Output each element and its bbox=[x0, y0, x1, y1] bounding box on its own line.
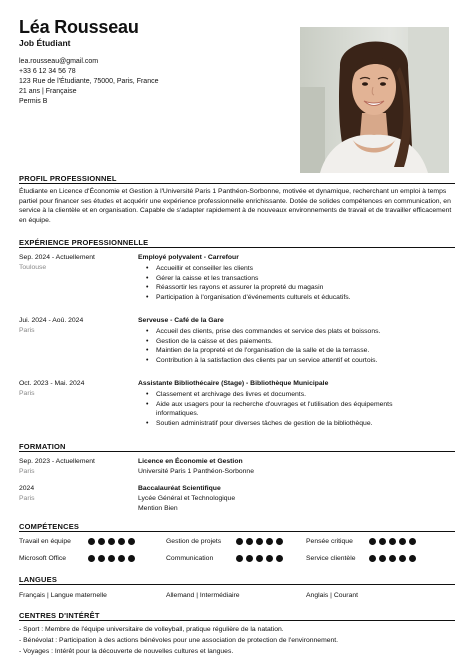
list-item: • Accueillir et conseiller les clients bbox=[156, 264, 456, 274]
experience-3-location: Paris bbox=[19, 390, 35, 397]
rating-dot bbox=[118, 538, 125, 545]
language-2: Allemand | Intermédiaire bbox=[166, 592, 240, 599]
skill-6-label: Service clientèle bbox=[306, 555, 356, 562]
rating-dot bbox=[379, 555, 386, 562]
experience-2-location: Paris bbox=[19, 327, 35, 334]
list-item: informatiques. bbox=[156, 410, 199, 418]
experience-2-bullets bbox=[156, 327, 456, 365]
rating-dot bbox=[128, 555, 135, 562]
skill-4-label: Microsoft Office bbox=[19, 555, 67, 562]
rating-dot bbox=[389, 538, 396, 545]
rating-dot bbox=[88, 555, 95, 562]
candidate-job-title: Job Étudiant bbox=[19, 38, 71, 48]
skill-3-label: Pensée critique bbox=[306, 538, 353, 545]
languages-heading: LANGUES bbox=[19, 575, 58, 584]
experience-1-location: Toulouse bbox=[19, 264, 47, 271]
experience-2-title: Serveuse - Café de la Gare bbox=[138, 317, 224, 324]
education-2-title: Baccalauréat Scientifique bbox=[138, 485, 221, 492]
list-item: • Accueil des clients, prise des commandes et service des plats et boissons. bbox=[156, 327, 456, 337]
contact-age-nationality: 21 ans | Française bbox=[19, 88, 77, 95]
rating-dot bbox=[108, 555, 115, 562]
rating-dot bbox=[256, 555, 263, 562]
list-item: • Aide aux usagers pour la recherche d'ouvrages et l'utilisation des équipements bbox=[156, 400, 456, 410]
list-item: • Maintien de la propreté et de l'organisation de la salle et de la terrasse. bbox=[156, 346, 456, 356]
education-heading: FORMATION bbox=[19, 442, 66, 451]
rating-dot bbox=[236, 555, 243, 562]
profile-heading: PROFIL PROFESSIONNEL bbox=[19, 174, 117, 183]
language-1: Français | Langue maternelle bbox=[19, 592, 107, 599]
rating-dot bbox=[266, 538, 273, 545]
list-item: • Contribution à la satisfaction des clients par un service attentif et courtois. bbox=[156, 356, 456, 366]
rating-dot bbox=[246, 555, 253, 562]
list-item: • Participation à l'organisation d'événements culturels et éducatifs. bbox=[156, 293, 456, 303]
rating-dot bbox=[399, 538, 406, 545]
language-3: Anglais | Courant bbox=[306, 592, 359, 599]
education-1-date: Sep. 2023 - Actuellement bbox=[19, 458, 95, 465]
contact-address: 123 Rue de l'Étudiante, 75000, Paris, France bbox=[19, 78, 159, 85]
skills-heading: COMPÉTENCES bbox=[19, 522, 80, 531]
rating-dot bbox=[409, 555, 416, 562]
skill-1-label: Travail en équipe bbox=[19, 538, 71, 545]
profile-text: Étudiante en Licence d'Économie et Gestion à l'Université Paris 1 Panthéon-Sorbonne, motivée et dynamique, recherchant un emploi à temps partiel pour financer ses études et acquérir une expérience professionnelle enrichissante. Dotée de solides compétences en communication, en service à la clientèle et en organisation. Capable de s'adapter rapidement à de nouveaux environnements de travail et de travailler efficacement en équipe. bbox=[19, 188, 452, 224]
contact-block bbox=[19, 57, 158, 107]
candidate-name: Léa Rousseau bbox=[19, 17, 139, 37]
rating-dot bbox=[88, 538, 95, 545]
rating-dot bbox=[379, 538, 386, 545]
rating-dot bbox=[256, 538, 263, 545]
list-item: • Gérer la caisse et les transactions bbox=[156, 274, 456, 284]
list-item: • Gestion de la caisse et des paiements. bbox=[156, 337, 456, 347]
rating-dot bbox=[108, 538, 115, 545]
rating-dot bbox=[369, 555, 376, 562]
experience-1-bullets bbox=[156, 264, 456, 302]
skill-2-label: Gestion de projets bbox=[166, 538, 222, 545]
rating-dot bbox=[98, 538, 105, 545]
rating-dot bbox=[409, 538, 416, 545]
rating-dot bbox=[246, 538, 253, 545]
skill-1-rating bbox=[88, 538, 135, 545]
contact-license: Permis B bbox=[19, 98, 48, 105]
list-item: • Classement et archivage des livres et documents. bbox=[156, 390, 456, 400]
education-1-title: Licence en Économie et Gestion bbox=[138, 458, 243, 465]
skill-3-rating bbox=[369, 538, 416, 545]
rating-dot bbox=[236, 538, 243, 545]
skill-2-rating bbox=[236, 538, 283, 545]
interest-2: - Bénévolat : Participation à des actions bénévoles pour une association de protection de l'environnement. bbox=[19, 637, 339, 644]
contact-phone: +33 6 12 34 56 78 bbox=[19, 68, 76, 75]
education-2-school: Lycée Général et Technologique bbox=[138, 495, 236, 502]
skills-divider bbox=[19, 531, 455, 532]
rating-dot bbox=[98, 555, 105, 562]
interest-3: - Voyages : Intérêt pour la découverte de nouvelles cultures et langues. bbox=[19, 648, 234, 655]
education-2-mention: Mention Bien bbox=[138, 505, 178, 512]
experience-1-title: Employé polyvalent - Carrefour bbox=[138, 254, 239, 261]
rating-dot bbox=[389, 555, 396, 562]
experience-2-date: Jui. 2024 - Aoû. 2024 bbox=[19, 317, 84, 324]
experience-divider bbox=[19, 247, 455, 248]
education-2-location: Paris bbox=[19, 495, 35, 502]
education-1-location: Paris bbox=[19, 468, 35, 475]
rating-dot bbox=[276, 555, 283, 562]
skill-4-rating bbox=[88, 555, 135, 562]
experience-3-bullets bbox=[156, 390, 456, 428]
profile-photo bbox=[300, 27, 449, 173]
education-divider bbox=[19, 451, 455, 452]
rating-dot bbox=[118, 555, 125, 562]
interest-1: - Sport : Membre de l'équipe universitaire de volleyball, pratique régulière de la natation. bbox=[19, 626, 284, 633]
rating-dot bbox=[266, 555, 273, 562]
list-item: • Réassortir les rayons et assurer la propreté du magasin bbox=[156, 283, 456, 293]
skill-5-label: Communication bbox=[166, 555, 214, 562]
rating-dot bbox=[399, 555, 406, 562]
contact-email: lea.rousseau@gmail.com bbox=[19, 58, 99, 65]
experience-heading: EXPÉRIENCE PROFESSIONNELLE bbox=[19, 238, 149, 247]
experience-3-date: Oct. 2023 - Mai. 2024 bbox=[19, 380, 85, 387]
experience-1-date: Sep. 2024 - Actuellement bbox=[19, 254, 95, 261]
skill-5-rating bbox=[236, 555, 283, 562]
skill-6-rating bbox=[369, 555, 416, 562]
interests-divider bbox=[19, 620, 455, 621]
list-item: • Soutien administratif pour diverses tâches de gestion de la bibliothèque. bbox=[156, 419, 456, 429]
interests-heading: CENTRES D'INTÉRÊT bbox=[19, 611, 100, 620]
rating-dot bbox=[276, 538, 283, 545]
experience-3-title: Assistante Bibliothécaire (Stage) - Bibliothèque Municipale bbox=[138, 380, 329, 387]
rating-dot bbox=[369, 538, 376, 545]
education-2-date: 2024 bbox=[19, 485, 35, 492]
rating-dot bbox=[128, 538, 135, 545]
education-1-school: Université Paris 1 Panthéon-Sorbonne bbox=[138, 468, 254, 475]
languages-divider bbox=[19, 584, 455, 585]
profile-divider bbox=[19, 183, 455, 184]
